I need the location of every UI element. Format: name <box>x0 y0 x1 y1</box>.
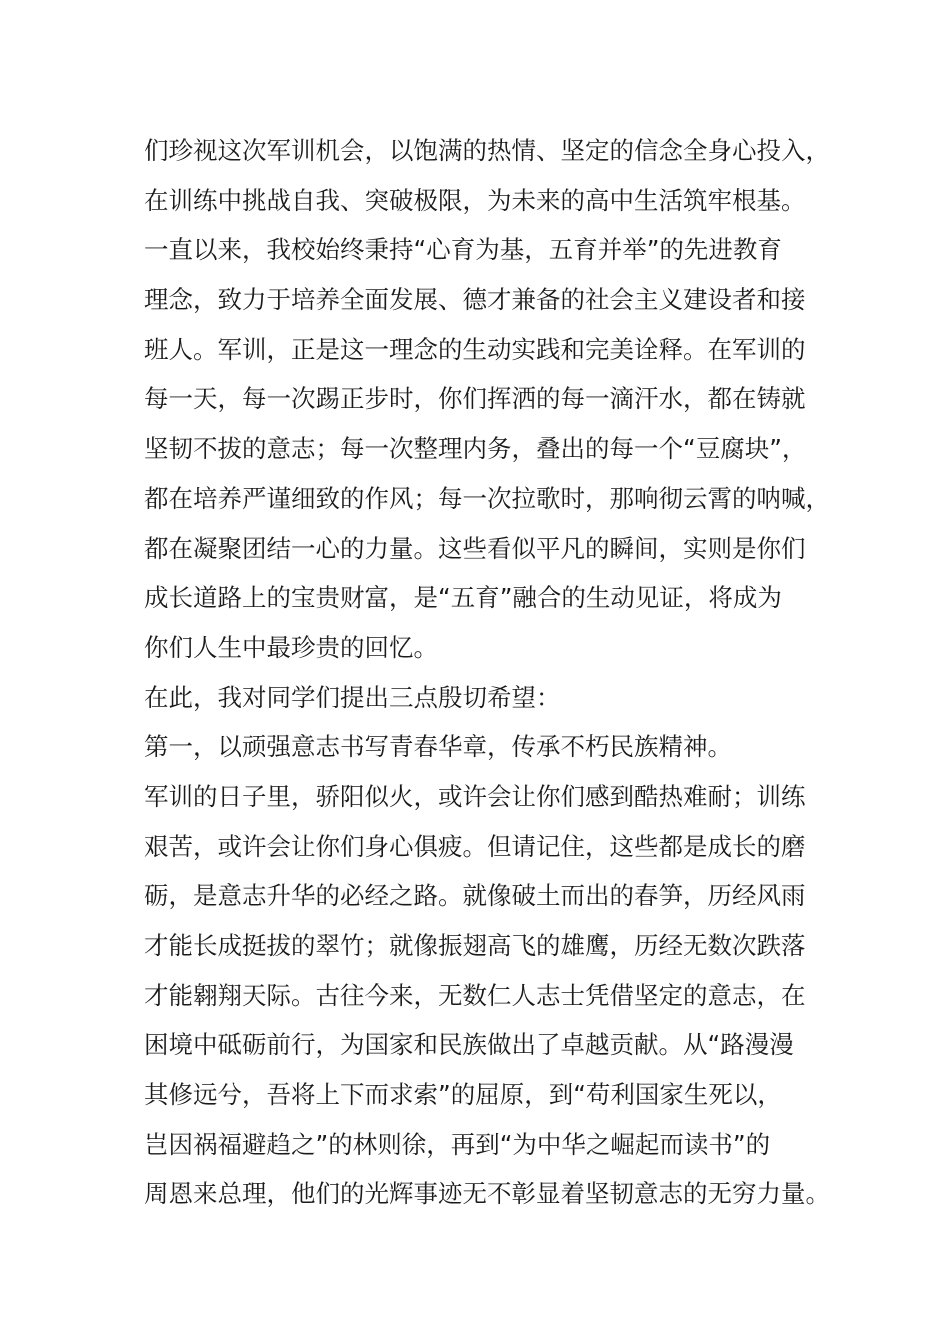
text-line: 艰苦，或许会让你们身心俱疲。但请记住，这些都是成长的磨 <box>144 831 806 861</box>
text-line: 在此，我对同学们提出三点殷切希望： <box>144 682 561 712</box>
text-line: 才能长成挺拔的翠竹；就像振翅高飞的雄鹰，历经无数次跌落 <box>144 931 806 960</box>
text-line: 才能翱翔天际。古往今来，无数仁人志士凭借坚定的意志，在 <box>144 980 806 1010</box>
text-line: 一直以来，我校始终秉持“心育为基，五育并举”的先进教育 <box>144 235 782 265</box>
text-line: 其修远兮，吾将上下而求索”的屈原，到“苟利国家生死以， <box>144 1080 782 1110</box>
text-line: 你们人生中最珍贵的回忆。 <box>144 632 438 662</box>
text-line: 成长道路上的宝贵财富，是“五育”融合的生动见证，将成为 <box>144 583 782 613</box>
text-line: 都在培养严谨细致的作风；每一次拉歌时，那响彻云霄的呐喊， <box>144 483 830 513</box>
text-line: 困境中砥砺前行，为国家和民族做出了卓越贡献。从“路漫漫 <box>144 1030 794 1060</box>
body-text <box>144 126 830 1219</box>
text-line: 都在凝聚团结一心的力量。这些看似平凡的瞬间，实则是你们 <box>144 533 806 563</box>
text-line: 坚韧不拔的意志；每一次整理内务，叠出的每一个“豆腐块”， <box>144 434 807 464</box>
text-line: 砺，是意志升华的必经之路。就像破土而出的春笋，历经风雨 <box>144 881 806 911</box>
text-line: 们珍视这次军训机会，以饱满的热情、坚定的信念全身心投入， <box>144 136 830 165</box>
text-line: 班人。军训，正是这一理念的生动实践和完美诠释。在军训的 <box>144 334 806 364</box>
text-line: 周恩来总理，他们的光辉事迹无不彰显着坚韧意志的无穷力量。 <box>144 1179 830 1209</box>
text-line: 每一天，每一次踢正步时，你们挥洒的每一滴汗水，都在铸就 <box>144 384 806 414</box>
text-line: 在训练中挑战自我、突破极限，为未来的高中生活筑牢根基。 <box>144 185 806 215</box>
text-line: 第一，以顽强意志书写青春华章，传承不朽民族精神。 <box>144 732 732 762</box>
text-line: 理念，致力于培养全面发展、德才兼备的社会主义建设者和接 <box>144 285 806 315</box>
text-line: 军训的日子里，骄阳似火，或许会让你们感到酷热难耐；训练 <box>144 781 806 811</box>
text-line: 岂因祸福避趋之”的林则徐，再到“为中华之崛起而读书”的 <box>144 1129 771 1159</box>
